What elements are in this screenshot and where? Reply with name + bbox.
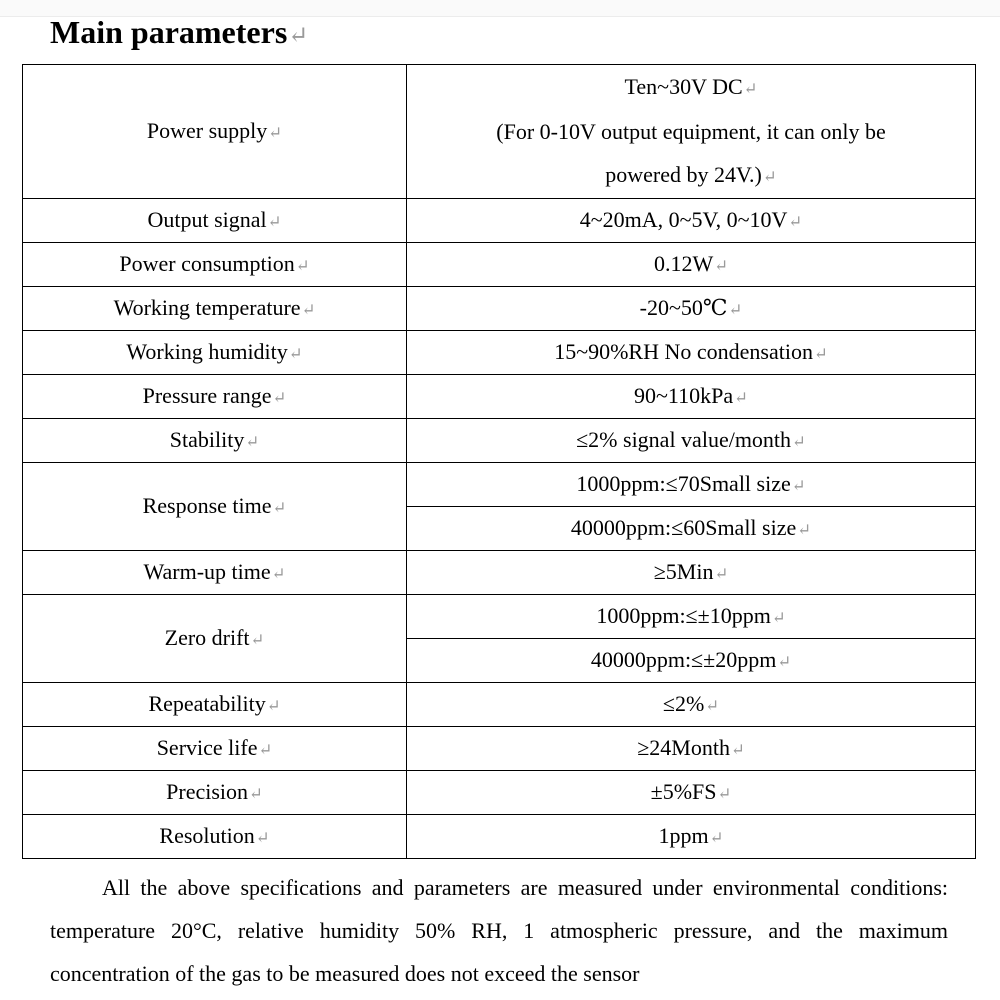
table-row (23, 551, 976, 595)
param-name-cell: Working temperature↵ (23, 287, 407, 331)
table-row (23, 199, 976, 243)
param-name-cell: Service life↵ (23, 727, 407, 771)
param-name-cell: Response time↵ (23, 463, 407, 551)
param-value-cell: ≤2%↵ (407, 683, 976, 727)
table-row (23, 727, 976, 771)
param-name-cell: Pressure range↵ (23, 375, 407, 419)
param-value-cell: 90~110kPa↵ (407, 375, 976, 419)
param-value-cell: ≤2% signal value/month↵ (407, 419, 976, 463)
param-value-cell: 1ppm↵ (407, 815, 976, 859)
parameters-table (22, 64, 976, 859)
param-value-cell: Ten~30V DC↵ (For 0-10V output equipment, it can only be powered by 24V.)↵ (407, 65, 976, 199)
param-value-cell: 1000ppm:≤±10ppm↵ (407, 595, 976, 639)
table-row (23, 419, 976, 463)
table-row (23, 243, 976, 287)
page-title: Main parameters↵ (50, 14, 309, 50)
table-row (23, 463, 976, 507)
param-name-cell: Repeatability↵ (23, 683, 407, 727)
param-name-cell: Working humidity↵ (23, 331, 407, 375)
param-value-cell: 15~90%RH No condensation↵ (407, 331, 976, 375)
table-row (23, 683, 976, 727)
param-name-cell: Zero drift↵ (23, 595, 407, 683)
param-value-cell: -20~50℃↵ (407, 287, 976, 331)
param-value-cell: 1000ppm:≤70Small size↵ (407, 463, 976, 507)
param-value-cell: ±5%FS↵ (407, 771, 976, 815)
param-name-cell: Power supply↵ (23, 65, 407, 199)
table-row (23, 65, 976, 199)
param-value-cell: 40000ppm:≤±20ppm↵ (407, 639, 976, 683)
param-value-cell: ≥24Month↵ (407, 727, 976, 771)
table-row (23, 595, 976, 639)
param-name-cell: Power consumption↵ (23, 243, 407, 287)
table-row (23, 331, 976, 375)
param-name-cell: Resolution↵ (23, 815, 407, 859)
param-name-cell: Precision↵ (23, 771, 407, 815)
measurement-note: All the above specifications and parameters are measured under environmental conditions: temperature 20°C, relative humidity 50% RH, 1 atmospheric pressure, and the maximum concentration of the gas to be measured does not exceed the sensor (50, 875, 948, 986)
table-row (23, 771, 976, 815)
param-value-cell: 40000ppm:≤60Small size↵ (407, 507, 976, 551)
table-row (23, 287, 976, 331)
table-row (23, 375, 976, 419)
param-name-cell: Stability↵ (23, 419, 407, 463)
param-value-cell: 4~20mA, 0~5V, 0~10V↵ (407, 199, 976, 243)
param-name-cell: Warm-up time↵ (23, 551, 407, 595)
param-value-cell: ≥5Min↵ (407, 551, 976, 595)
param-name-cell: Output signal↵ (23, 199, 407, 243)
table-row (23, 815, 976, 859)
paragraph-mark-icon: ↵ (288, 23, 309, 49)
param-value-cell: 0.12W↵ (407, 243, 976, 287)
